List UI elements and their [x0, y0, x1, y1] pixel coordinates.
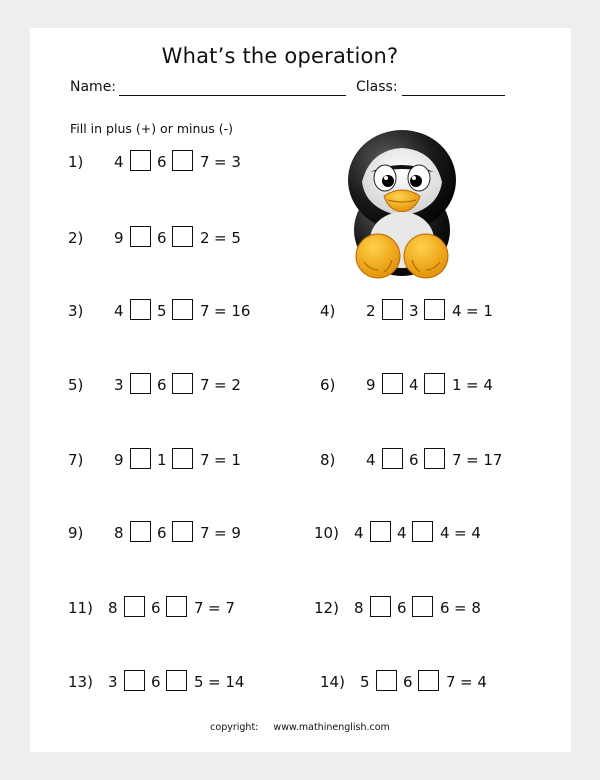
operand-b: 6: [397, 599, 407, 617]
class-label: Class:: [356, 79, 398, 95]
problem-number: 2): [68, 229, 84, 247]
operand-b: 6: [403, 673, 413, 691]
operand-a: 4: [114, 302, 124, 320]
operand-b: 4: [397, 524, 407, 542]
equation-result: = 17: [466, 451, 503, 469]
name-label: Name:: [70, 79, 117, 95]
operand-a: 8: [354, 599, 364, 617]
operator-box-1[interactable]: [130, 150, 151, 171]
operand-c: 1: [452, 376, 462, 394]
operand-b: 6: [157, 524, 167, 542]
equation-result: = 14: [208, 673, 245, 691]
problem-number: 9): [68, 524, 84, 542]
operand-c: 7: [200, 376, 210, 394]
operator-box-1[interactable]: [130, 373, 151, 394]
operand-c: 7: [194, 599, 204, 617]
operator-box-2[interactable]: [172, 373, 193, 394]
operand-a: 5: [360, 673, 370, 691]
operator-box-2[interactable]: [172, 521, 193, 542]
operator-box-1[interactable]: [130, 448, 151, 469]
equation-result: = 4: [454, 524, 481, 542]
problem-number: 5): [68, 376, 84, 394]
page-title: What’s the operation?: [161, 44, 399, 68]
equation-result: = 3: [214, 153, 241, 171]
equation-result: = 5: [214, 229, 241, 247]
operand-a: 4: [354, 524, 364, 542]
operator-box-2[interactable]: [166, 670, 187, 691]
operand-b: 6: [157, 376, 167, 394]
name-field[interactable]: [119, 95, 346, 96]
problem-number: 13): [68, 673, 93, 691]
operator-box-1[interactable]: [382, 373, 403, 394]
problem-number: 14): [320, 673, 345, 691]
operand-c: 7: [200, 153, 210, 171]
operator-box-2[interactable]: [172, 150, 193, 171]
operator-box-2[interactable]: [172, 299, 193, 320]
operand-b: 5: [157, 302, 167, 320]
operand-c: 6: [440, 599, 450, 617]
operand-c: 5: [194, 673, 204, 691]
footer: [0, 722, 600, 733]
operator-box-1[interactable]: [130, 226, 151, 247]
problem-number: 4): [320, 302, 336, 320]
problem-number: 11): [68, 599, 93, 617]
operand-c: 7: [200, 302, 210, 320]
operator-box-2[interactable]: [424, 299, 445, 320]
operand-a: 4: [114, 153, 124, 171]
operand-a: 2: [366, 302, 376, 320]
operand-b: 6: [151, 673, 161, 691]
operand-b: 6: [157, 153, 167, 171]
equation-result: = 16: [214, 302, 251, 320]
operand-c: 4: [452, 302, 462, 320]
operator-box-1[interactable]: [124, 596, 145, 617]
operator-box-1[interactable]: [130, 299, 151, 320]
equation-result: = 9: [214, 524, 241, 542]
operator-box-1[interactable]: [376, 670, 397, 691]
problem-number: 10): [314, 524, 339, 542]
operator-box-1[interactable]: [382, 448, 403, 469]
operand-a: 4: [366, 451, 376, 469]
operand-b: 6: [157, 229, 167, 247]
operator-box-2[interactable]: [166, 596, 187, 617]
operand-b: 4: [409, 376, 419, 394]
equation-result: = 1: [214, 451, 241, 469]
site-link[interactable]: www.mathinenglish.com: [273, 722, 390, 733]
equation-result: = 1: [466, 302, 493, 320]
problem-number: 6): [320, 376, 336, 394]
operand-a: 9: [366, 376, 376, 394]
operator-box-1[interactable]: [370, 596, 391, 617]
equation-result: = 8: [454, 599, 481, 617]
operator-box-2[interactable]: [424, 373, 445, 394]
operator-box-1[interactable]: [124, 670, 145, 691]
operator-box-1[interactable]: [370, 521, 391, 542]
operator-box-2[interactable]: [172, 448, 193, 469]
operand-c: 2: [200, 229, 210, 247]
operator-box-1[interactable]: [130, 521, 151, 542]
operand-c: 7: [200, 524, 210, 542]
copyright-label: copyright:: [210, 722, 259, 733]
problem-number: 1): [68, 153, 84, 171]
problem-number: 12): [314, 599, 339, 617]
operator-box-1[interactable]: [382, 299, 403, 320]
class-field[interactable]: [402, 95, 505, 96]
operand-a: 9: [114, 229, 124, 247]
operand-c: 7: [452, 451, 462, 469]
operand-a: 3: [108, 673, 118, 691]
operator-box-2[interactable]: [412, 596, 433, 617]
operator-box-2[interactable]: [172, 226, 193, 247]
operand-a: 9: [114, 451, 124, 469]
operand-a: 3: [114, 376, 124, 394]
operand-c: 7: [446, 673, 456, 691]
equation-result: = 4: [466, 376, 493, 394]
operator-box-2[interactable]: [412, 521, 433, 542]
operand-c: 7: [200, 451, 210, 469]
instructions: Fill in plus (+) or minus (-): [70, 121, 234, 136]
problem-number: 7): [68, 451, 84, 469]
operand-a: 8: [114, 524, 124, 542]
problem-number: 8): [320, 451, 336, 469]
penguin-icon: [340, 120, 464, 282]
operand-b: 6: [409, 451, 419, 469]
operator-box-2[interactable]: [418, 670, 439, 691]
equation-result: = 2: [214, 376, 241, 394]
operand-b: 3: [409, 302, 419, 320]
operand-a: 8: [108, 599, 118, 617]
operand-b: 6: [151, 599, 161, 617]
operand-b: 1: [157, 451, 167, 469]
equation-result: = 4: [460, 673, 487, 691]
operand-c: 4: [440, 524, 450, 542]
equation-result: = 7: [208, 599, 235, 617]
operator-box-2[interactable]: [424, 448, 445, 469]
problem-number: 3): [68, 302, 84, 320]
